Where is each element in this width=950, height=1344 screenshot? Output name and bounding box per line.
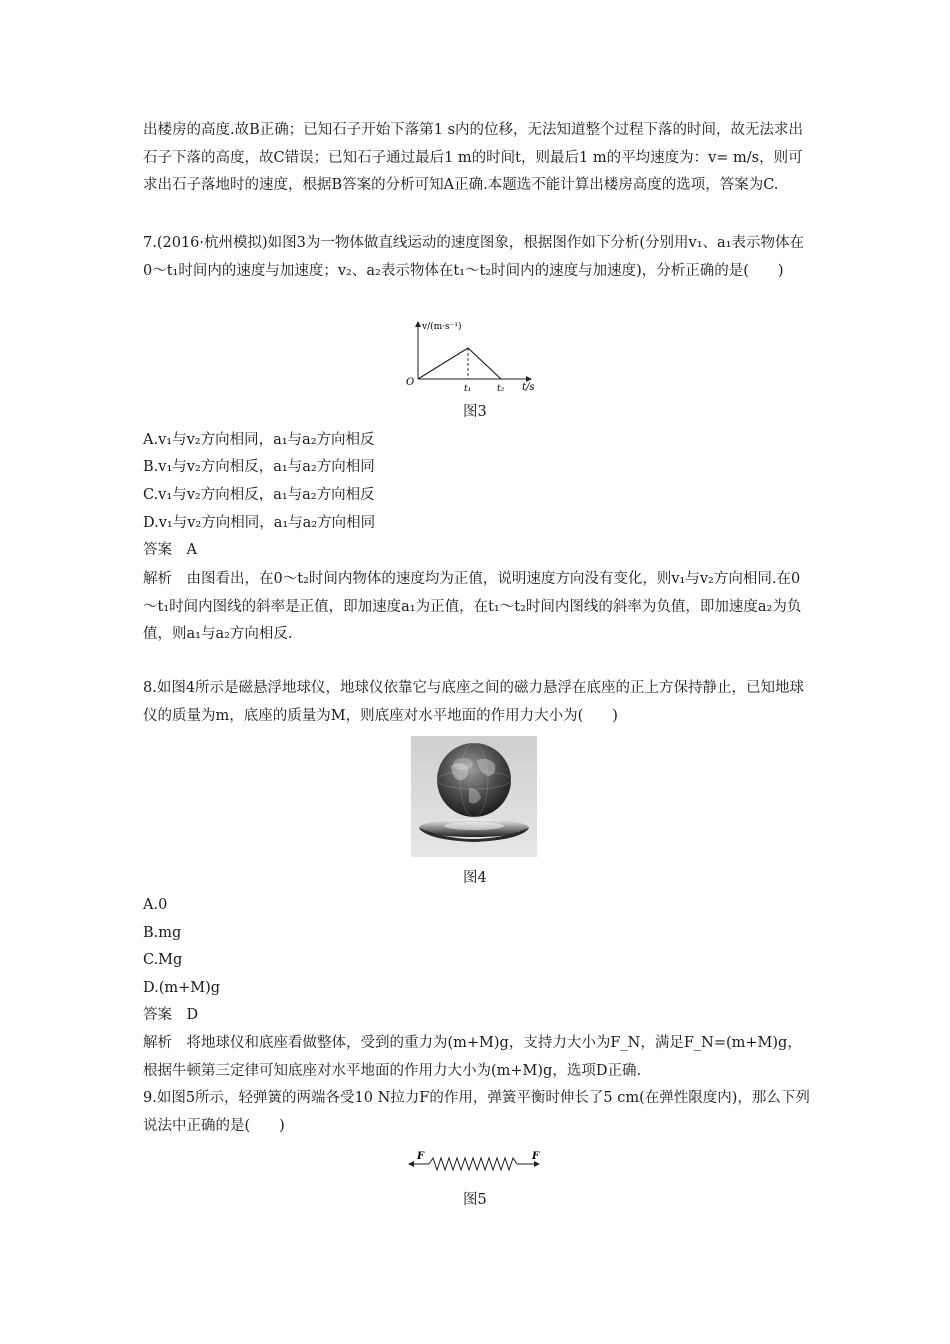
velocity-line	[418, 348, 501, 379]
q9-figure-caption: 图5	[463, 1192, 487, 1208]
t1-label: t₁	[464, 384, 472, 394]
x-axis-label: t/s	[522, 382, 535, 393]
q8-figure-caption: 图4	[463, 870, 487, 886]
q9-spring-figure	[405, 1148, 545, 1180]
q8-option-c: C.Mg	[143, 952, 183, 968]
q7-analysis: 解析 由图看出，在0～t₂时间内物体的速度均为正值，说明速度方向没有变化，则v₁与v₂方向相同.在0～t₁时间内图线的斜率是正值，即加速度a₁为正值，在t₁～t₂时间内图线的斜率为负值，即加速度a₂为负值，则a₁与a₂方向相反.	[143, 571, 802, 642]
q8-option-b: B.mg	[143, 925, 182, 941]
q7-answer: 答案 A	[143, 542, 197, 558]
origin-label: O	[406, 377, 415, 388]
q6-analysis-tail: 出楼房的高度.故B正确；已知石子开始下落第1 s内的位移，无法知道整个过程下落的时间，故无法求出石子下落的高度，故C错误；已知石子通过最后1 m的时间t，则最后1 m的平均速度为：v= m/s，则可求出石子落地时的速度，根据B答案的分析可知A正确.本题选不能计算出楼房高度的选项，答案为C.	[143, 122, 804, 193]
q7-option-a: A.v₁与v₂方向相同，a₁与a₂方向相反	[143, 432, 375, 448]
q7-option-c: C.v₁与v₂方向相反，a₁与a₂方向相反	[143, 487, 375, 503]
globe-sphere	[437, 743, 511, 817]
q7-figure-caption: 图3	[463, 404, 487, 420]
q8-answer: 答案 D	[143, 1007, 199, 1023]
q8-maglev-globe-photo	[411, 736, 537, 861]
q7-option-b: B.v₁与v₂方向相反，a₁与a₂方向相同	[143, 459, 375, 475]
q8-analysis: 解析 将地球仪和底座看做整体，受到的重力为(m+M)g，支持力大小为F_N，满足F_N=(m+M)g，根据牛顿第三定律可知底座对水平地面的作用力大小为(m+M)g，选项D正确.	[143, 1035, 802, 1079]
q8-stem: 8.如图4所示是磁悬浮地球仪，地球仪依靠它与底座之间的磁力悬浮在底座的正上方保持静止，已知地球仪的质量为m，底座的质量为M，则底座对水平地面的作用力大小为( )	[143, 680, 805, 724]
q7-stem: 7.(2016·杭州模拟)如图3为一物体做直线运动的速度图象，根据图作如下分析(分别用v₁、a₁表示物体在0～t₁时间内的速度与加速度；v₂、a₂表示物体在t₁～t₂时间内的速度与加速度)，分析正确的是( )	[143, 235, 804, 279]
q8-option-a: A.0	[143, 897, 168, 913]
left-force-label: F	[417, 1151, 425, 1162]
q7-velocity-time-graph	[398, 318, 548, 402]
q9-stem: 9.如图5所示，轻弹簧的两端各受10 N拉力F的作用，弹簧平衡时伸长了5 cm(在弹性限度内)，那么下列说法中正确的是( )	[143, 1090, 810, 1134]
t2-label: t₂	[497, 384, 505, 394]
q7-option-d: D.v₁与v₂方向相同，a₁与a₂方向相同	[143, 515, 376, 531]
q8-option-d: D.(m+M)g	[143, 980, 221, 996]
y-axis-label: v/(m·s⁻¹)	[422, 322, 462, 332]
spring-zigzag	[429, 1158, 517, 1170]
right-force-label: F	[532, 1151, 540, 1162]
